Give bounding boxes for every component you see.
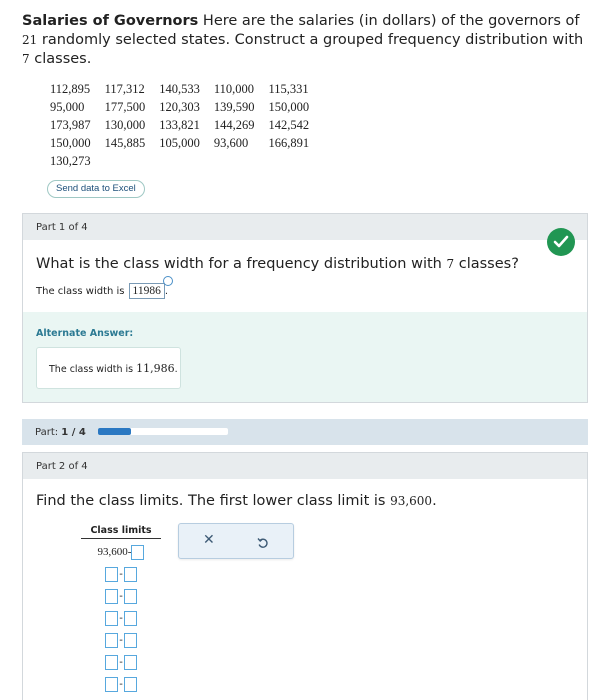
data-cell: 105,000 [159,135,200,150]
lower-limit-input[interactable] [105,677,118,692]
part1-question-classes: 7 [446,257,455,271]
data-cell: 95,000 [50,99,85,114]
data-cell: 110,000 [213,81,255,96]
data-cell: 145,885 [104,135,146,150]
part2-panel [22,452,588,700]
class-limit-row [81,651,161,673]
limit-dash: - [119,634,123,646]
data-cell: 166,891 [268,135,310,150]
problem-n-classes: 7 [22,52,30,66]
progress-label: Part: [35,427,62,438]
alt-suffix: . [174,364,178,375]
limit-dash: - [119,656,123,668]
data-cell: 144,269 [213,117,255,132]
data-cell: 173,987 [50,117,91,132]
problem-text-a: Here are the salaries (in dollars) of the governors of [198,13,580,29]
lower-limit-input[interactable] [105,655,118,670]
data-cell: 117,312 [104,81,145,96]
data-cell: 150,000 [50,135,91,150]
part2-question [36,493,437,509]
part1-header: Part 1 of 4 [23,214,587,240]
part1-question-a: What is the class width for a frequency distribution with [36,256,447,272]
salary-data-table [50,80,323,170]
answer-tools [178,523,294,559]
table-row [50,134,323,152]
class-limit-row [81,629,161,651]
class-limit-row [81,585,161,607]
class-width-input[interactable] [129,283,165,299]
info-dot-icon[interactable] [163,276,173,286]
limit-dash: - [119,678,123,690]
lower-limit-input[interactable] [105,567,118,582]
part2-header: Part 2 of 4 [23,453,587,479]
upper-limit-input[interactable] [124,589,137,604]
data-cell: 112,895 [50,81,91,96]
undo-icon[interactable] [257,534,269,553]
data-cell: 120,303 [159,99,200,114]
part2-question-b: . [432,493,437,509]
data-cell: 150,000 [268,99,310,114]
lower-limit-input[interactable] [105,633,118,648]
part-progress [22,419,588,445]
alternate-answer-title: Alternate Answer: [36,328,134,339]
clear-icon[interactable]: ✕ [203,532,215,548]
limit-dash: - [119,568,123,580]
data-cell: 133,821 [159,117,200,132]
upper-limit-input[interactable] [124,611,137,626]
first-lower-limit: 93,600- [97,546,132,558]
class-limit-row [81,541,161,563]
data-cell: 177,500 [104,99,146,114]
table-row [50,98,323,116]
part1-question-b: classes? [454,256,519,272]
table-row [50,152,323,170]
data-cell: 142,542 [268,117,310,132]
part2-first-limit: 93,600 [390,494,433,508]
part1-question [36,256,519,272]
checkmark-icon [547,228,575,256]
problem-text-b: randomly selected states. Construct a grouped frequency distribution with [37,32,584,48]
part1-answer-line [36,283,168,299]
data-cell: 115,331 [268,81,309,96]
send-to-excel-button[interactable]: Send data to Excel [47,180,145,198]
data-cell: 139,590 [213,99,255,114]
alternate-answer-card [36,347,181,389]
lower-limit-input[interactable] [105,611,118,626]
limit-dash: - [119,612,123,624]
lower-limit-input[interactable] [105,589,118,604]
data-cell: 93,600 [213,135,249,150]
limit-dash: - [119,590,123,602]
progress-fill [98,428,131,435]
answer-prefix: The class width is [36,285,125,297]
class-limits-column [81,541,161,695]
upper-limit-input[interactable] [124,677,137,692]
part1-panel [22,213,588,403]
upper-limit-input[interactable] [124,633,137,648]
class-limits-header: Class limits [81,525,161,539]
data-cell: 140,533 [159,81,200,96]
class-limit-row [81,563,161,585]
data-cell: 130,273 [50,153,91,168]
table-row [50,116,323,134]
alt-value: 11,986 [136,362,175,375]
alt-text: The class width is [49,364,137,375]
alternate-answer-panel [23,312,587,402]
problem-text-c: classes. [29,51,92,67]
class-width-value: 11986 [132,285,161,297]
class-limit-row [81,673,161,695]
progress-track [98,428,228,435]
class-limit-row [81,607,161,629]
progress-value: 1 / 4 [61,427,86,438]
upper-limit-input[interactable] [131,545,144,560]
problem-n-states: 21 [22,33,38,47]
part2-question-a: Find the class limits. The first lower class limit is [36,493,391,509]
upper-limit-input[interactable] [124,655,137,670]
problem-statement [22,12,592,69]
problem-title: Salaries of Governors [22,13,199,29]
upper-limit-input[interactable] [124,567,137,582]
data-cell: 130,000 [104,117,146,132]
table-row [50,80,323,98]
answer-suffix: . [164,285,169,297]
